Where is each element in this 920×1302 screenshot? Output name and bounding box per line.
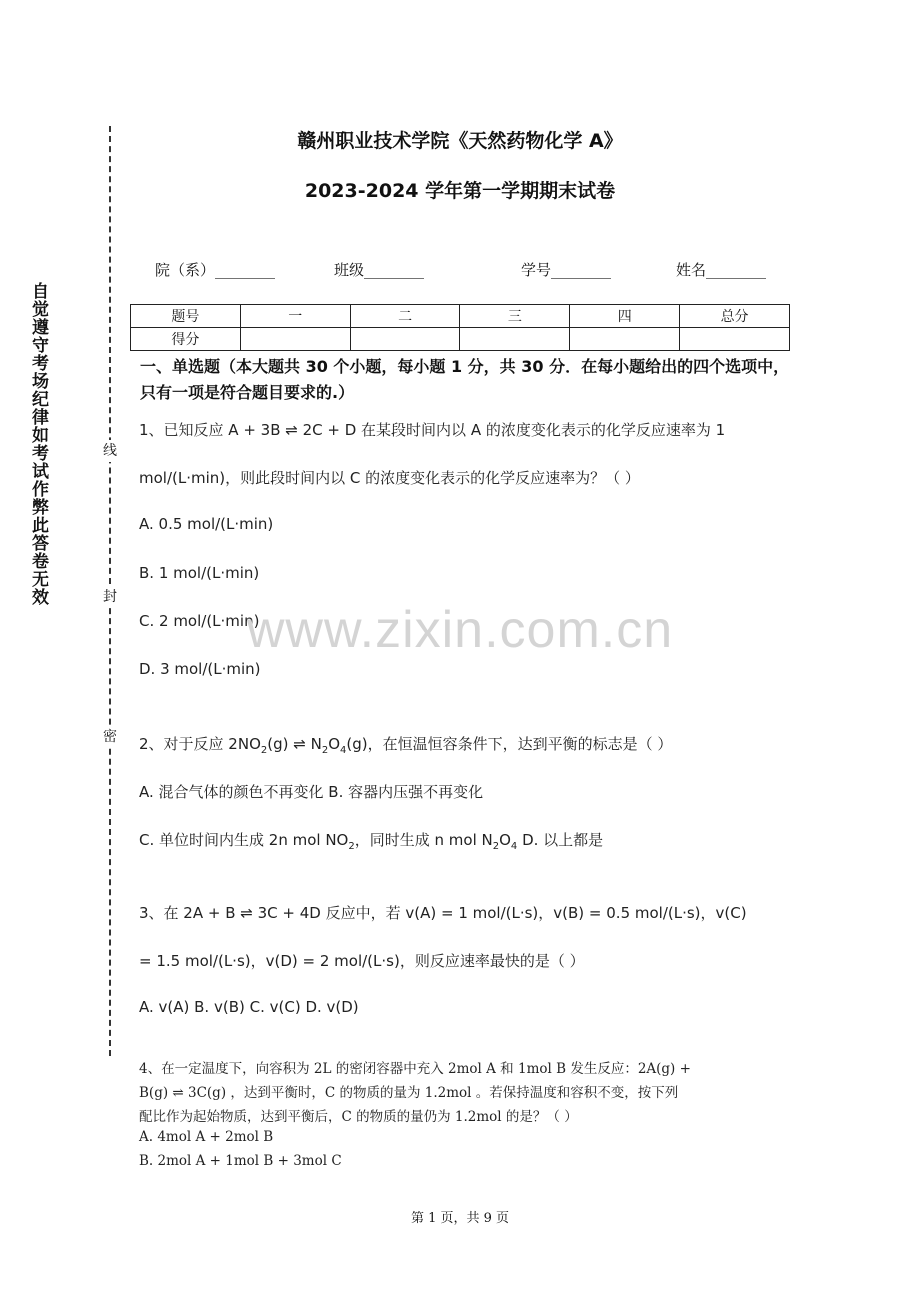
q1-stem-line2: mol/(L·min)，则此段时间内以 C 的浓度变化表示的化学反应速率为？（ ） xyxy=(139,469,640,487)
exam-rules-note: 自觉遵守考场纪律如考试作弊此答卷无效 xyxy=(28,282,48,606)
q1-stem-line1: 1、已知反应 A + 3B ⇌ 2C + D 在某段时间内以 A 的浓度变化表示的化学反应速率为 1 xyxy=(139,421,726,439)
class-field: 班级________ xyxy=(334,261,425,279)
college-field: 院（系）________ xyxy=(155,261,276,279)
table-cell: 得分 xyxy=(131,328,241,351)
score-table-score-row xyxy=(131,328,790,351)
subscript: 2 xyxy=(260,745,268,756)
q2-stem-text: (g)，在恒温恒容条件下，达到平衡的标志是（ ） xyxy=(346,735,673,753)
subscript: 4 xyxy=(510,841,518,852)
q3-stem-line2: = 1.5 mol/(L·s)，v(D) = 2 mol/(L·s)，则反应速率最快的是（ ） xyxy=(139,952,585,970)
score-input-cell[interactable] xyxy=(240,328,350,351)
exam-title: 赣州职业技术学院《天然药物化学 A》 xyxy=(297,130,623,152)
q4-stem-line3: 配比作为起始物质，达到平衡后，C 的物质的量仍为 1.2mol 的是？（ ） xyxy=(139,1109,578,1125)
seal-char-line: 线 xyxy=(101,440,119,462)
q1-option-a: A. 0.5 mol/(L·min) xyxy=(139,515,274,533)
subscript: 2 xyxy=(348,841,355,852)
q1-option-c: C. 2 mol/(L·min) xyxy=(139,612,260,630)
table-cell: 四 xyxy=(570,305,680,328)
subscript: 2 xyxy=(492,841,500,852)
subscript: 2 xyxy=(321,745,329,756)
q4-option-b: B. 2mol A + 1mol B + 3mol C xyxy=(139,1153,342,1169)
q2-stem-text: O xyxy=(328,735,341,753)
q4-stem-line2: B(g) ⇌ 3C(g) ，达到平衡时，C 的物质的量为 1.2mol 。若保持温度和容积不变，按下列 xyxy=(139,1085,679,1101)
student-id-field: 学号________ xyxy=(521,261,612,279)
name-field: 姓名________ xyxy=(676,261,767,279)
watermark: www.zixin.com.cn xyxy=(246,601,674,659)
q2-stem xyxy=(139,733,672,756)
score-input-cell[interactable] xyxy=(570,328,680,351)
seal-char-secret: 密 xyxy=(101,726,119,748)
q1-option-b: B. 1 mol/(L·min) xyxy=(139,564,260,582)
q2-options-cd xyxy=(139,829,603,852)
page-number: 第 1 页，共 9 页 xyxy=(410,1211,510,1226)
exam-subtitle: 2023-2024 学年第一学期期末试卷 xyxy=(304,180,616,202)
score-input-cell[interactable] xyxy=(680,328,790,351)
subscript: 4 xyxy=(340,745,347,756)
q2-option-text: C. 单位时间内生成 2n mol NO xyxy=(139,831,349,849)
score-table xyxy=(130,304,790,351)
q4-stem-line1: 4、在一定温度下，向容积为 2L 的密闭容器中充入 2mol A 和 1mol B 发生反应：2A(g) + xyxy=(139,1061,691,1077)
q4-option-a: A. 4mol A + 2mol B xyxy=(139,1129,274,1145)
section-heading: 一、单选题（本大题共 30 个小题，每小题 1 分，共 30 分．在每小题给出的四个选项中，只有一项是符合题目要求的.） xyxy=(140,357,790,402)
q2-option-text: ，同时生成 n mol N xyxy=(354,831,493,849)
table-cell: 题号 xyxy=(131,305,241,328)
table-cell: 二 xyxy=(350,305,460,328)
table-cell: 一 xyxy=(240,305,350,328)
q2-stem-text: 2、对于反应 2NO xyxy=(139,735,261,753)
q2-option-text: D. 以上都是 xyxy=(517,831,604,849)
score-table-header-row xyxy=(131,305,790,328)
q2-options-ab: A. 混合气体的颜色不再变化 B. 容器内压强不再变化 xyxy=(139,783,484,801)
seal-char-seal: 封 xyxy=(101,586,119,608)
score-input-cell[interactable] xyxy=(350,328,460,351)
q3-stem-line1: 3、在 2A + B ⇌ 3C + 4D 反应中，若 v(A) = 1 mol/(L·s)，v(B) = 0.5 mol/(L·s)，v(C) xyxy=(139,904,747,922)
q1-option-d: D. 3 mol/(L·min) xyxy=(139,660,261,678)
q3-options: A. v(A) B. v(B) C. v(C) D. v(D) xyxy=(139,998,359,1016)
table-cell: 总分 xyxy=(680,305,790,328)
table-cell: 三 xyxy=(460,305,570,328)
q2-option-text: O xyxy=(499,831,511,849)
score-input-cell[interactable] xyxy=(460,328,570,351)
q2-stem-text: (g) ⇌ N xyxy=(267,735,322,753)
